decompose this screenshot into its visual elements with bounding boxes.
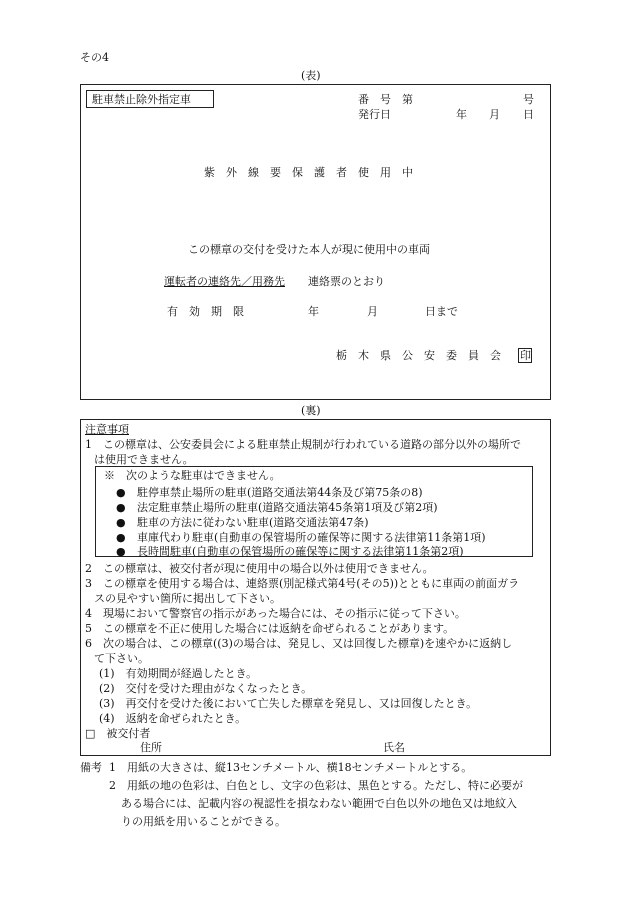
back-heading: (裏) xyxy=(301,404,321,417)
issue-date-label: 発行日 xyxy=(358,108,391,121)
sub-item: (4) 返納を命ぜられたとき。 xyxy=(99,712,247,725)
remarks-label: 備考 xyxy=(80,761,102,774)
seal: 印 xyxy=(520,349,531,362)
contact-value: 連絡票のとおり xyxy=(308,275,385,288)
bullet-icon: ● xyxy=(116,516,126,529)
restriction-title: ※ 次のような駐車はできません。 xyxy=(104,469,281,482)
bullet-icon: ● xyxy=(116,545,126,558)
issue-month: 月 xyxy=(489,108,500,121)
recipient-label: □ 被交付者 xyxy=(85,727,151,740)
number-label: 番 号 第 xyxy=(358,93,413,106)
sub-item: (2) 交付を受けた理由がなくなったとき。 xyxy=(99,682,313,695)
notes-title: 注意事項 xyxy=(85,423,129,436)
sub-item: (3) 再交付を受けた後において亡失した標章を発見し、又は回復したとき。 xyxy=(99,697,478,710)
issue-year: 年 xyxy=(456,108,467,121)
restriction-item: 駐停車禁止場所の駐車(道路交通法第44条及び第75条の8) xyxy=(137,486,423,499)
number-suffix: 号 xyxy=(523,93,534,106)
note-1-line1: 1 この標章は、公安委員会による駐車禁止規制が行われている道路の部分以外の場所で xyxy=(85,438,521,451)
note-5: 5 この標章を不正に使用した場合には返納を命ぜられることがあります。 xyxy=(85,622,455,635)
form-number: その4 xyxy=(80,51,109,64)
issue-day: 日 xyxy=(523,108,534,121)
note-6-line2: て下さい。 xyxy=(94,652,149,665)
remark-line-1: 1 用紙の大きさは、縦13センチメートル、横18センチメートルとする。 xyxy=(109,761,473,774)
validity-year: 年 xyxy=(308,305,319,318)
address-label: 住所 xyxy=(140,741,162,754)
sub-item: (1) 有効期間が経過したとき。 xyxy=(99,667,258,680)
contact-label: 運転者の連絡先／用務先 xyxy=(164,275,285,288)
restriction-item: 法定駐車禁止場所の駐車(道路交通法第45条第1項及び第2項) xyxy=(137,501,438,514)
usage-note: この標章の交付を受けた本人が現に使用中の車両 xyxy=(188,243,430,256)
remark-line-2: 2 用紙の地の色彩は、白色とし、文字の色彩は、黒色とする。ただし、特に必要が xyxy=(109,779,523,792)
note-3-line2: スの見やすい箇所に掲出して下さい。 xyxy=(94,592,281,605)
exempt-label: 駐車禁止除外指定車 xyxy=(92,93,191,106)
remark-line-3: ある場合には、記載内容の視認性を損なわない範囲で白色以外の地色又は地紋入 xyxy=(121,797,517,810)
note-2: 2 この標章は、被交付者が現に使用中の場合以外は使用できません。 xyxy=(85,562,434,575)
note-4: 4 現場において警察官の指示があった場合には、その指示に従って下さい。 xyxy=(85,607,466,620)
note-1-line2: は使用できません。 xyxy=(94,453,194,466)
restriction-item: 駐車の方法に従わない駐車(道路交通法第47条) xyxy=(137,516,369,529)
restriction-item: 長時間駐車(自動車の保管場所の確保等に関する法律第11条第2項) xyxy=(137,545,464,558)
remark-line-4: りの用紙を用いることができる。 xyxy=(121,815,286,828)
bullet-icon: ● xyxy=(116,501,126,514)
issuer: 栃 木 県 公 安 委 員 会 xyxy=(336,349,501,362)
bullet-icon: ● xyxy=(116,486,126,499)
note-6-line1: 6 次の場合は、この標章((3)の場合は、発見し、又は回復した標章)を速やかに返納し xyxy=(85,637,513,650)
note-3-line1: 3 この標章を使用する場合は、連絡票(別記様式第4号(その5))とともに車両の前面ガラ xyxy=(85,577,520,590)
validity-label: 有 効 期 限 xyxy=(167,305,244,318)
restriction-item: 車庫代わり駐車(自動車の保管場所の確保等に関する法律第11条第1項) xyxy=(137,531,486,544)
validity-month: 月 xyxy=(367,305,378,318)
validity-until: 日まで xyxy=(425,305,458,318)
name-label: 氏名 xyxy=(383,741,405,754)
front-heading: (表) xyxy=(301,69,321,82)
bullet-icon: ● xyxy=(116,531,126,544)
front-title: 紫 外 線 要 保 護 者 使 用 中 xyxy=(204,166,413,179)
